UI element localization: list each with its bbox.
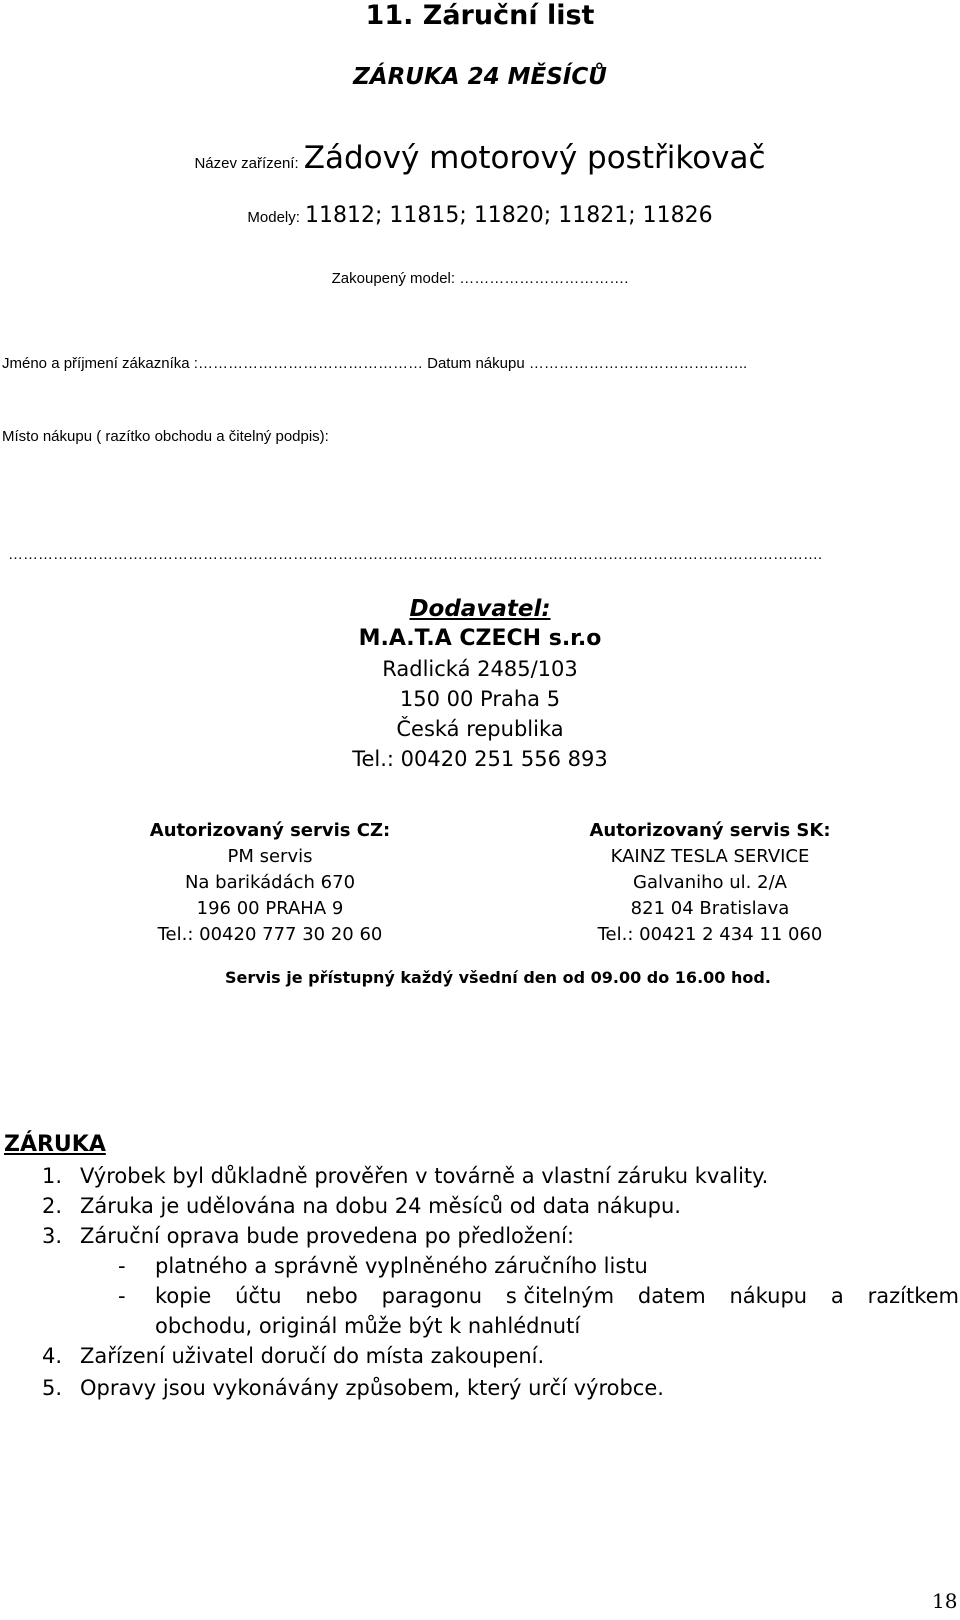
service-cz-phone: Tel.: 00420 777 30 20 60 [157, 924, 383, 945]
purchased-model-dots: ……………………………. [459, 270, 629, 287]
list-item-number: 2. [42, 1194, 63, 1218]
word: paragonu [381, 1284, 483, 1308]
word: účtu [235, 1284, 282, 1308]
purchased-model-line [0, 270, 960, 287]
purchased-model-label: Zakoupený model: [331, 270, 456, 287]
supplier-city: 150 00 Praha 5 [399, 687, 561, 711]
service-sk-name: KAINZ TESLA SERVICE [610, 846, 810, 867]
device-line [0, 140, 960, 176]
service-cz-heading: Autorizovaný servis CZ: [149, 820, 391, 841]
word: kopie [155, 1284, 212, 1308]
list-item-text: Výrobek byl důkladně prověřen v továrně a vlastní záruku kvality. [80, 1164, 769, 1188]
models-line [0, 203, 960, 228]
service-cz-street: Na barikádách 670 [184, 872, 356, 893]
supplier-street: Radlická 2485/103 [382, 657, 578, 681]
list-item-number: 1. [42, 1164, 63, 1188]
service-sk-city: 821 04 Bratislava [630, 898, 790, 919]
warranty-subtitle: ZÁRUKA 24 MĚSÍCŮ [353, 64, 607, 90]
dash-bullet: - [118, 1284, 126, 1308]
customer-label: Jméno a příjmení zákazníka : [2, 355, 198, 372]
service-cz-block [140, 818, 400, 948]
list-item-text: Opravy jsou vykonávány způsobem, který určí výrobce. [80, 1376, 664, 1400]
customer-dots: ……………………………………… Datum nákupu …………………………………….. [197, 355, 748, 372]
service-hours: Servis je přístupný každý všední den od 09.00 do 16.00 hod. [225, 968, 771, 987]
page-title: 11. Záruční list [365, 0, 595, 31]
list-item-number: 4. [42, 1344, 63, 1368]
service-sk-block [560, 818, 860, 948]
supplier-company: M.A.T.A CZECH s.r.o [358, 626, 602, 651]
signature-line: ………………………………………………………………………………………………………………………………………………. [8, 546, 823, 563]
device-label: Název zařízení: [194, 155, 299, 172]
list-item-text: Záruka je udělována na dobu 24 měsíců od data nákupu. [80, 1194, 681, 1218]
list-item-number: 5. [42, 1376, 63, 1400]
dash-bullet: - [118, 1254, 126, 1278]
supplier-heading: Dodavatel: [409, 596, 551, 622]
word: datem [637, 1284, 706, 1308]
service-sk-phone: Tel.: 00421 2 434 11 060 [597, 924, 823, 945]
list-item-number: 3. [42, 1224, 63, 1248]
page-number: 18 [932, 1589, 958, 1613]
word: a [830, 1284, 844, 1308]
device-name: Zádový motorový postřikovač [303, 140, 766, 176]
supplier-country: Česká republika [396, 717, 564, 741]
list-item-text: Záruční oprava bude provedena po předložení: [80, 1224, 575, 1248]
service-cz-name: PM servis [227, 846, 313, 867]
warranty-heading: ZÁRUKA [4, 1132, 106, 1157]
supplier-phone: Tel.: 00420 251 556 893 [352, 747, 608, 771]
list-item-text: Zařízení uživatel doručí do místa zakoupení. [80, 1344, 545, 1368]
sub-list-text: platného a správně vyplněného záručního listu [155, 1254, 648, 1278]
customer-line [2, 355, 747, 372]
service-sk-street: Galvaniho ul. 2/A [633, 872, 787, 893]
models-value: 11812; 11815; 11820; 11821; 11826 [305, 203, 713, 228]
sub-list-text: obchodu, originál může být k nahlédnutí [155, 1314, 581, 1338]
word: s čitelným [505, 1284, 615, 1308]
word: nákupu [729, 1284, 808, 1308]
service-cz-city: 196 00 PRAHA 9 [196, 898, 344, 919]
place-label: Místo nákupu ( razítko obchodu a čitelný podpis): [2, 428, 329, 445]
word: razítkem [867, 1284, 959, 1308]
word: nebo [305, 1284, 358, 1308]
service-sk-heading: Autorizovaný servis SK: [589, 820, 831, 841]
sub-list-text-justified [155, 1284, 959, 1308]
models-label: Modely: [247, 209, 300, 226]
